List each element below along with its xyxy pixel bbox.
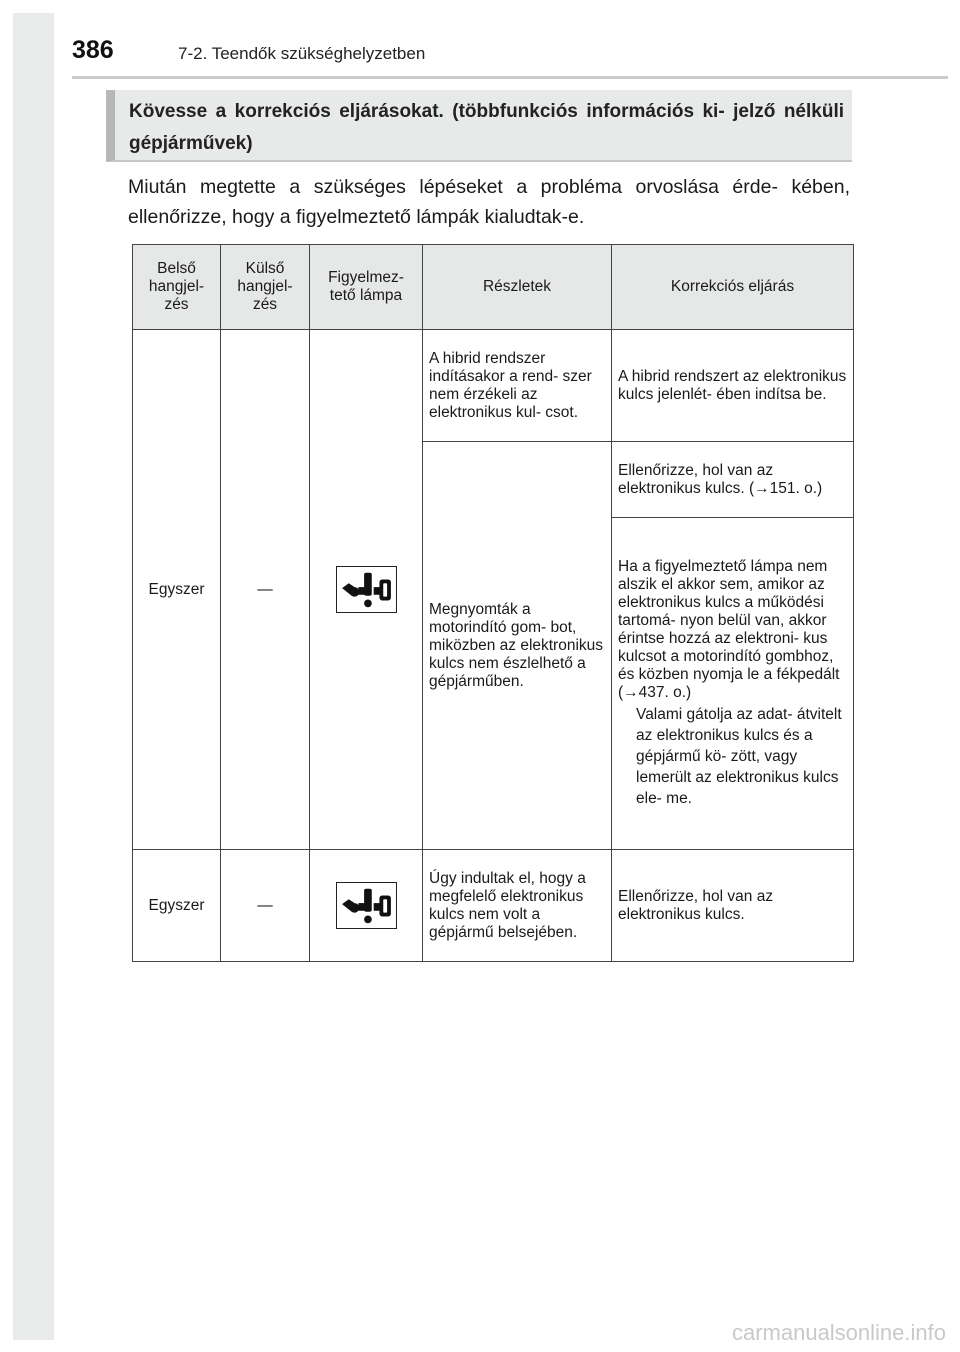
table-row xyxy=(133,330,854,442)
detail-cell-3: Úgy indultak el, hogy a megfelelő elektronikus kulcs nem volt a gépjármű belsejében. xyxy=(423,850,612,962)
table-row xyxy=(133,850,854,962)
col-header-external: Külső hangjel- zés xyxy=(221,245,310,330)
external-chime-cell-2: — xyxy=(221,850,310,962)
intro-paragraph: Miután megtette a szükséges lépéseket a probléma orvoslása érde- kében, ellenőrizze, hogy a figyelmeztető lámpák kialudtak-e. xyxy=(128,176,850,228)
lamp-cell xyxy=(310,330,423,850)
warning-table xyxy=(132,244,854,962)
detail-cell-2: Megnyomták a motorindító gom- bot, miközben az elektronikus kulcs nem észlelhető a gépjárműben. xyxy=(423,442,612,850)
action-cell-2b xyxy=(612,518,854,850)
callout-heading: Kövesse a korrekciós eljárásokat. (többfunkciós információs ki- jelző nélküli gépjárművek) xyxy=(106,90,852,162)
section-title: 7-2. Teendők szükséghelyzetben xyxy=(178,44,426,63)
watermark: carmanualsonline.info xyxy=(731,1320,946,1345)
action-sub-note: Valami gátolja az adat- átvitelt az elektronikus kulcs és a gépjármű kö- zött, vagy lemerült az elektronikus kulcs ele- me. xyxy=(636,706,842,807)
table-header-row xyxy=(133,245,854,330)
col-header-action: Korrekciós eljárás xyxy=(612,245,854,330)
external-chime-cell: — xyxy=(221,330,310,850)
col-header-details: Részletek xyxy=(423,245,612,330)
detail-cell-1: A hibrid rendszer indításakor a rend- szer nem érzékeli az elektronikus kul- csot. xyxy=(423,330,612,442)
col-header-internal: Belső hangjel- zés xyxy=(133,245,221,330)
action-cell-2a: Ellenőrizze, hol van az elektronikus kulcs. (→151. o.) xyxy=(612,442,854,518)
key-warning-icon xyxy=(336,566,397,613)
action-cell-1: A hibrid rendszert az elektronikus kulcs jelenlét- ében indítsa be. xyxy=(612,330,854,442)
side-strip xyxy=(13,13,54,1340)
header-rule xyxy=(72,76,948,79)
lamp-cell-2 xyxy=(310,850,423,962)
internal-chime-cell: Egyszer xyxy=(133,330,221,850)
internal-chime-cell-2: Egyszer xyxy=(133,850,221,962)
key-warning-icon xyxy=(336,882,397,929)
action-cell-3: Ellenőrizze, hol van az elektronikus kulcs. xyxy=(612,850,854,962)
col-header-lamp: Figyelmez- tető lámpa xyxy=(310,245,423,330)
action-text-2b: Ha a figyelmeztető lámpa nem alszik el akkor sem, amikor az elektronikus kulcs a működési tartomá- nyon belül van, akkor érintse hozzá az elektroni- kus kulcsot a motorindító gombhoz, és közben nyomja le a fékpedált (→437. o.) xyxy=(618,558,840,701)
page-number: 386 xyxy=(72,36,114,64)
